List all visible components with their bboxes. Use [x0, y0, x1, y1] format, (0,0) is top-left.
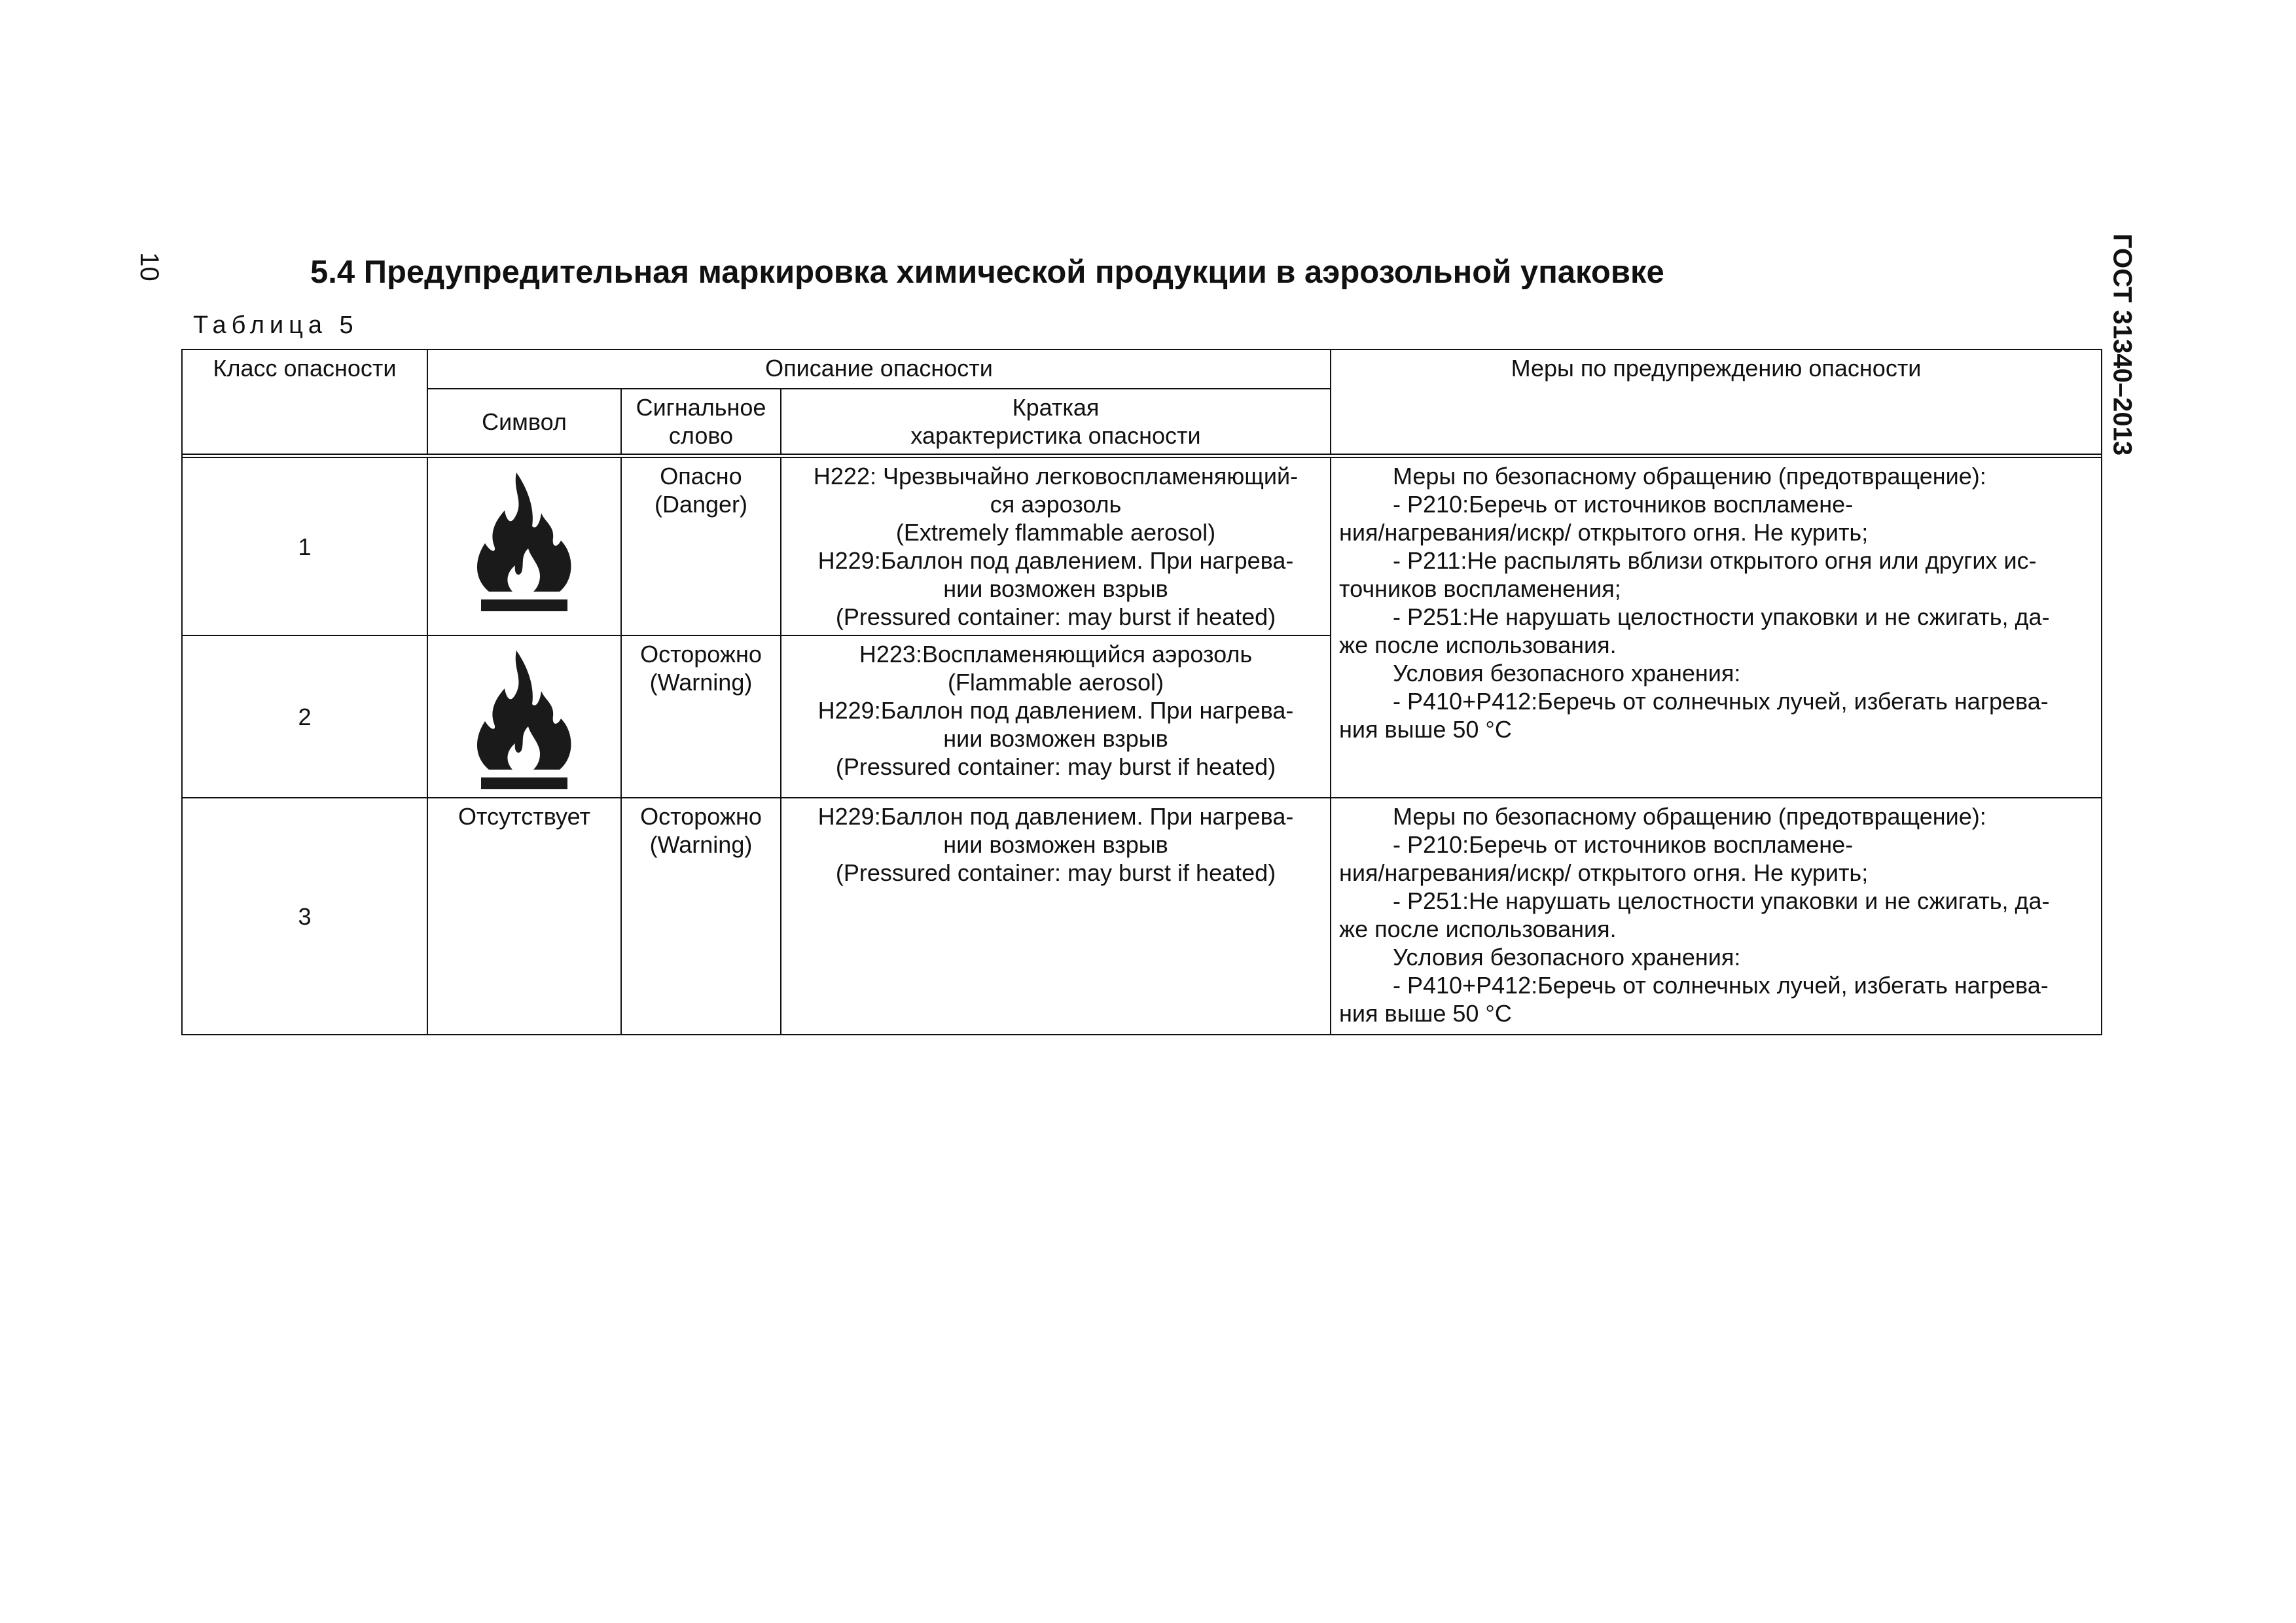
class-cell: 1	[182, 457, 427, 635]
hazard-line: ся аэрозоль	[990, 491, 1122, 518]
section-heading: 5.4 Предупредительная маркировка химической продукции в аэрозольной упаковке	[310, 255, 1664, 290]
measure-line: же после использования.	[1339, 632, 1617, 658]
hazard-line: нии возможен взрыв	[943, 831, 1168, 858]
signal-word-cell	[621, 798, 781, 1035]
signal-word-line: (Danger)	[654, 491, 748, 518]
hazard-line: Н229:Баллон под давлением. При нагрева-	[817, 803, 1294, 830]
hazard-statement-cell	[781, 457, 1331, 635]
header-symbol: Символ	[427, 389, 621, 454]
table-caption: Таблица 5	[193, 312, 359, 339]
signal-word-line: (Warning)	[649, 669, 753, 696]
hazard-line: Н223:Воспламеняющийся аэрозоль	[859, 641, 1253, 668]
hazard-line: Н229:Баллон под давлением. При нагрева-	[817, 697, 1294, 724]
measure-line: Меры по безопасному обращению (предотвращение):	[1393, 803, 1986, 830]
measure-line: - Р211:Не распылять вблизи открытого огня или других ис-	[1393, 547, 2037, 574]
signal-word-line: Осторожно	[640, 803, 762, 830]
measure-line: ния выше 50 °С	[1339, 716, 1512, 743]
hazard-line: (Pressured container: may burst if heated)	[835, 859, 1276, 886]
page-number: 10	[134, 252, 164, 281]
header-brief-line: Краткая	[1012, 394, 1100, 421]
hazard-statement-cell	[781, 635, 1331, 798]
header-brief-line: характеристика опасности	[910, 422, 1201, 449]
hazard-line: (Pressured container: may burst if heated)	[835, 753, 1276, 780]
measure-line: точников воспламенения;	[1339, 575, 1621, 602]
measure-line: - Р410+Р412:Беречь от солнечных лучей, избегать нагрева-	[1393, 688, 2049, 715]
signal-word-cell	[621, 635, 781, 798]
measure-line: же после использования.	[1339, 916, 1617, 942]
hazard-line: Н222: Чрезвычайно легковоспламеняющий-	[813, 463, 1299, 490]
measure-line: - Р410+Р412:Беречь от солнечных лучей, избегать нагрева-	[1393, 972, 2049, 999]
signal-word-line: Опасно	[660, 463, 742, 490]
measure-line: Условия безопасного хранения:	[1393, 660, 1741, 687]
measure-line: ния/нагревания/искр/ открытого огня. Не курить;	[1339, 519, 1869, 546]
measure-line: - Р210:Беречь от источников воспламене-	[1393, 491, 1854, 518]
header-class: Класс опасности	[182, 349, 427, 454]
measure-line: ния выше 50 °С	[1339, 1000, 1512, 1027]
precaution-measures-cell	[1331, 798, 2102, 1035]
flame-icon	[472, 470, 577, 615]
header-signal-word-line: слово	[668, 422, 734, 449]
hazard-line: (Flammable aerosol)	[947, 669, 1164, 696]
signal-word-cell	[621, 457, 781, 635]
signal-word-line: Осторожно	[640, 641, 762, 668]
document-code: ГОСТ 31340–2013	[2108, 233, 2137, 456]
hazard-statement-cell	[781, 798, 1331, 1035]
header-description: Описание опасности	[427, 349, 1331, 389]
hazard-table	[181, 349, 2102, 1035]
measure-line: - Р251:Не нарушать целостности упаковки и не сжигать, да-	[1393, 603, 2050, 630]
table-row	[182, 798, 2102, 1035]
symbol-cell: Отсутствует	[427, 798, 621, 1035]
header-signal-word-line: Сигнальное	[636, 394, 766, 421]
measure-line: ния/нагревания/искр/ открытого огня. Не курить;	[1339, 859, 1869, 886]
header-measures: Меры по предупреждению опасности	[1331, 349, 2102, 454]
hazard-line: Н229:Баллон под давлением. При нагрева-	[817, 547, 1294, 574]
table-row	[182, 457, 2102, 635]
measure-line: - Р210:Беречь от источников воспламене-	[1393, 831, 1854, 858]
flame-icon	[472, 648, 577, 793]
header-row-top	[182, 349, 2102, 389]
hazard-line: нии возможен взрыв	[943, 575, 1168, 602]
symbol-cell	[427, 635, 621, 798]
symbol-cell	[427, 457, 621, 635]
signal-word-line: (Warning)	[649, 831, 753, 858]
header-brief-description	[781, 389, 1331, 454]
precaution-measures-cell	[1331, 457, 2102, 798]
hazard-line: (Extremely flammable aerosol)	[895, 519, 1216, 546]
measure-line: Меры по безопасному обращению (предотвращение):	[1393, 463, 1986, 490]
class-cell: 3	[182, 798, 427, 1035]
class-cell: 2	[182, 635, 427, 798]
measure-line: - Р251:Не нарушать целостности упаковки и не сжигать, да-	[1393, 887, 2050, 914]
hazard-line: нии возможен взрыв	[943, 725, 1168, 752]
header-signal-word	[621, 389, 781, 454]
measure-line: Условия безопасного хранения:	[1393, 944, 1741, 971]
hazard-line: (Pressured container: may burst if heated)	[835, 603, 1276, 630]
